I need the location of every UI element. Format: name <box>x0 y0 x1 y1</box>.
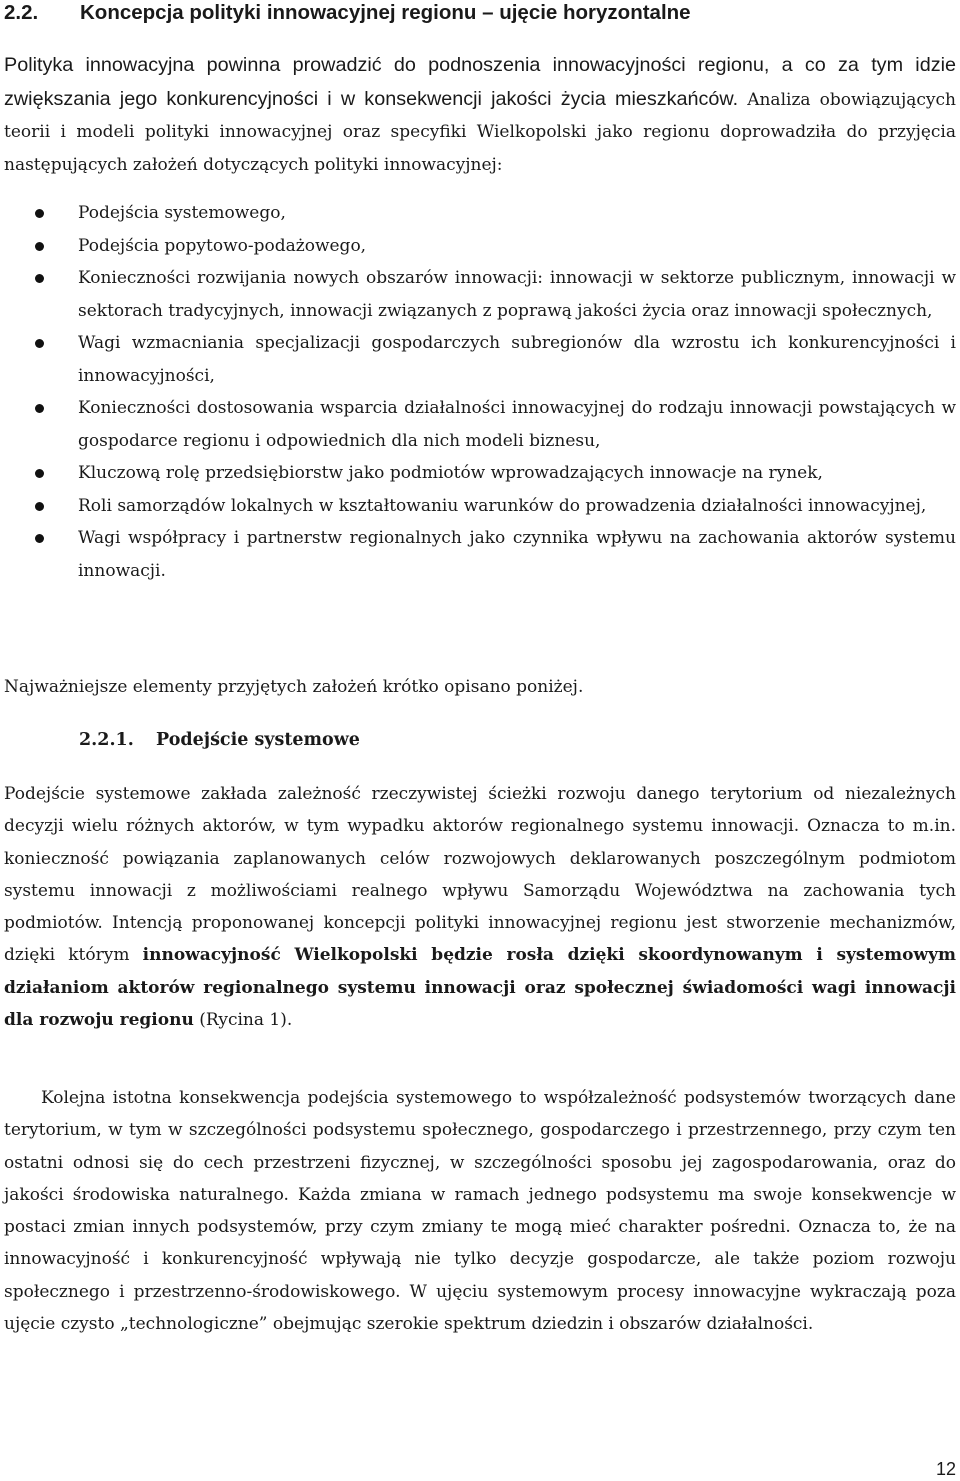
interdependence-paragraph: Kolejna istotna konsekwencja podejścia systemowego to współzależność podsystemów tworzących dane terytorium, w tym w szczególności podsystemu społecznego, gospodarczego i przestrzennego, przy czym ten ostatni odnosi się do cech przestrzeni fizycznej, w szczególności sposobu jej zagospodarowania, oraz do jakości środowiska naturalnego. Każda zmiana w ramach jednego podsystemu ma swoje konsekwencje w postaci zmian innych podsystemów, przy czym zmiany te mogą mieć charakter pośredni. Oznacza to, że na innowacyjność i konkurencyjność wpływają nie tylko decyzje gospodarcze, ale także poziom rozwoju społecznego i przestrzenno-środowiskowego. W ujęciu systemowym procesy innowacyjne wykraczają poza ujęcie czysto „technologiczne” obejmując szerokie spektrum dziedzin i obszarów działalności. <box>4 1088 956 1335</box>
paragraph-text: Podejście systemowe zakłada zależność rzeczywistej ścieżki rozwoju danego terytorium od niezależnych decyzji wielu różnych aktorów, w tym wypadku aktorów regionalnego systemu innowacji. Oznacza to m.in. konieczność powiązania zaplanowanych celów rozwojowych deklarowanych poszczególnym podmiotom systemu innowacji z możliwościami realnego wpływu Samorządu Województwa na zachowania tych podmiotów. Intencją proponowanej koncepcji polityki innowacyjnej regionu jest stworzenie mechanizmów, dzięki którym <box>4 784 956 966</box>
subsection-number: 2.2.1. <box>79 730 134 750</box>
bullet-icon <box>35 209 44 218</box>
summary-sentence: Najważniejsze elementy przyjętych założeń krótko opisano poniżej. <box>4 677 584 697</box>
list-item: Wagi współpracy i partnerstw regionalnych jako czynnika wpływu na zachowania aktorów systemu innowacji. <box>0 522 960 587</box>
list-item: Roli samorządów lokalnych w kształtowaniu warunków do prowadzenia działalności innowacyjnej, <box>0 490 960 523</box>
subsection-heading <box>79 725 949 755</box>
bullet-icon <box>35 339 44 348</box>
bullet-icon <box>35 404 44 413</box>
figure-reference: (Rycina 1). <box>193 1010 293 1031</box>
paragraph-bold-text: innowacyjność Wielkopolski będzie rosła dzięki skoordynowanym i systemowym działaniom aktorów regionalnego systemu innowacji oraz społecznej świadomości wagi innowacji dla rozwoju regionu <box>4 945 957 1031</box>
bullet-icon <box>35 274 44 283</box>
list-item: Podejścia popytowo-podażowego, <box>0 230 960 263</box>
list-item: Wagi wzmacniania specjalizacji gospodarczych subregionów dla wzrostu ich konkurencyjności i innowacyjności, <box>0 327 960 392</box>
intro-sentence-1: Polityka innowacyjna powinna prowadzić do podnoszenia innowacyjności regionu, a co za tym idzie zwiększania jego konkurencyjności i w konsekwencji jakości życia mieszkańców. <box>4 54 956 110</box>
list-item: Konieczności dostosowania wsparcia działalności innowacyjnej do rodzaju innowacji powstających w gospodarce regionu i odpowiednich dla nich modeli biznesu, <box>0 392 960 457</box>
section-heading <box>4 0 954 26</box>
bullet-icon <box>35 469 44 478</box>
bullet-icon <box>35 534 44 543</box>
list-item: Konieczności rozwijania nowych obszarów innowacji: innowacji w sektorze publicznym, innowacji w sektorach tradycyjnych, innowacji związanych z poprawą jakości życia oraz innowacji społecznych, <box>0 262 960 327</box>
intro-paragraph <box>4 49 956 181</box>
systemic-approach-paragraph <box>4 778 956 1036</box>
intro-sentence-2: Analiza obowiązujących teorii i modeli polityki innowacyjnej oraz specyfiki Wielkopolski jako regionu doprowadziła do przyjęcia następujących założeń dotyczących polityki innowacyjnej: <box>4 89 956 175</box>
bullet-icon <box>35 242 44 251</box>
section-number: 2.2. <box>4 1 39 24</box>
assumptions-list <box>0 197 960 587</box>
subsection-title: Podejście systemowe <box>156 730 360 750</box>
bullet-icon <box>35 502 44 511</box>
list-item: Kluczową rolę przedsiębiorstw jako podmiotów wprowadzających innowacje na rynek, <box>0 457 960 490</box>
page-number: 12 <box>935 1459 956 1479</box>
section-title: Koncepcja polityki innowacyjnej regionu – ujęcie horyzontalne <box>80 1 691 24</box>
list-item: Podejścia systemowego, <box>0 197 960 230</box>
